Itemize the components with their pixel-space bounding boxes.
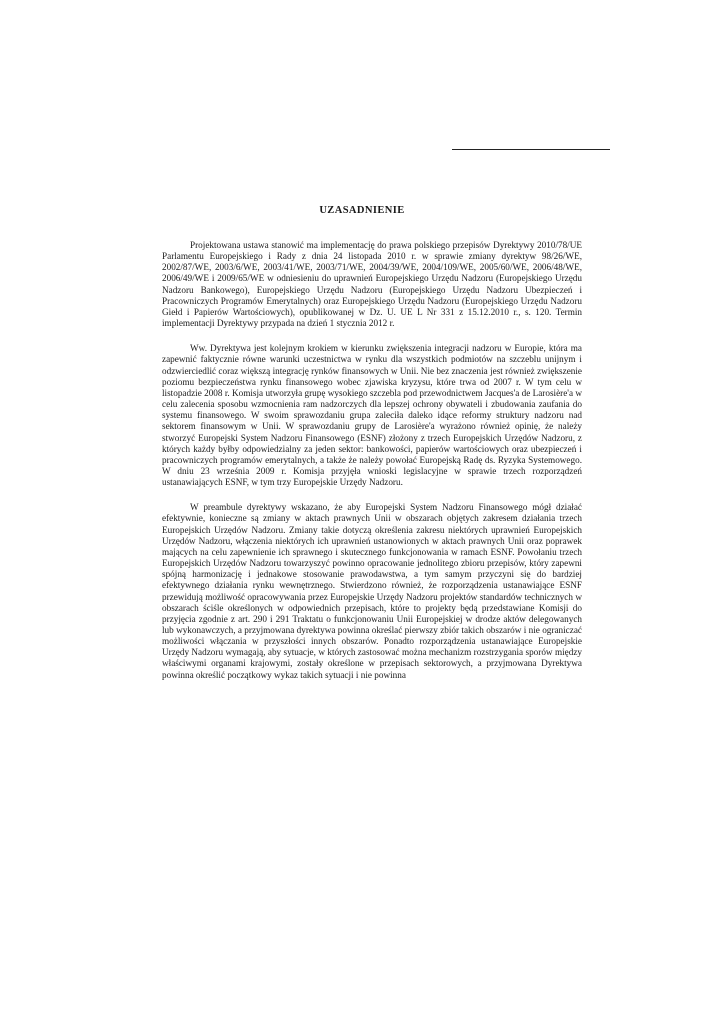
document-body — [162, 240, 582, 695]
paragraph-1: Projektowana ustawa stanowić ma implementację do prawa polskiego przepisów Dyrektywy 2010/78/UE Parlamentu Europejskiego i Rady z dnia 24 listopada 2010 r. w sprawie zmiany dyrektyw 98/26/WE, 2002/87/WE, 2003/6/WE, 2003/41/WE, 2003/71/WE, 2004/39/WE, 2004/109/WE, 2005/60/WE, 2006/48/WE, 2006/49/WE i 2009/65/WE w odniesieniu do uprawnień Europejskiego Urzędu Nadzoru (Europejskiego Urzędu Nadzoru Bankowego), Europejskiego Urzędu Nadzoru (Europejskiego Urzędu Nadzoru Ubezpieczeń i Pracowniczych Programów Emerytalnych) oraz Europejskiego Urzędu Nadzoru (Europejskiego Urzędu Nadzoru Giełd i Papierów Wartościowych), opublikowanej w Dz. U. UE L Nr 331 z 15.12.2010 r., s. 120. Termin implementacji Dyrektywy przypada na dzień 1 stycznia 2012 r. — [162, 240, 582, 329]
document-title: UZASADNIENIE — [319, 205, 405, 216]
paragraph-2: Ww. Dyrektywa jest kolejnym krokiem w kierunku zwiększenia integracji nadzoru w Europie, która ma zapewnić faktycznie równe warunki uczestnictwa w rynku dla wszystkich podmiotów na szczeblu unijnym i odzwierciedlić coraz większą integrację rynków finansowych w Unii. Nie bez znaczenia jest również zwiększenie poziomu bezpieczeństwa rynku finansowego wobec zjawiska kryzysu, które trwa od 2007 r. W tym celu w listopadzie 2008 r. Komisja utworzyła grupę wysokiego szczebla pod przewodnictwem Jacques'a de Larosière'a w celu zalecenia sposobu wzmocnienia ram nadzorczych dla lepszej ochrony obywateli i zbudowania zaufania do systemu finansowego. W swoim sprawozdaniu grupa zaleciła daleko idące reformy struktury nadzoru nad sektorem finansowym w Unii. W sprawozdaniu grupy de Larosière'a wyrażono również opinię, że należy stworzyć Europejski System Nadzoru Finansowego (ESNF) złożony z trzech Europejskich Urzędów Nadzoru, z których każdy byłby odpowiedzialny za jeden sektor: bankowości, papierów wartościowych oraz ubezpieczeń i pracowniczych programów emerytalnych, a także że należy powołać Europejską Radę ds. Ryzyka Systemowego. W dniu 23 września 2009 r. Komisja przyjęła wnioski legislacyjne w sprawie trzech rozporządzeń ustanawiających ESNF, w tym trzy Europejskie Urzędy Nadzoru. — [162, 343, 582, 488]
paragraph-3: W preambule dyrektywy wskazano, że aby Europejski System Nadzoru Finansowego mógł działać efektywnie, konieczne są zmiany w aktach prawnych Unii w obszarach objętych zakresem działania trzech Europejskich Urzędów Nadzoru. Zmiany takie dotyczą określenia zakresu niektórych uprawnień Europejskich Urzędów Nadzoru, włączenia niektórych ich uprawnień ustanowionych w aktach prawnych Unii oraz poprawek mających na celu zapewnienie ich sprawnego i skutecznego funkcjonowania w ramach ESNF. Powołaniu trzech Europejskich Urzędów Nadzoru towarzyszyć powinno opracowanie jednolitego zbioru przepisów, który zapewni spójną harmonizację i jednakowe stosowanie prawodawstwa, a tym samym przyczyni się do bardziej efektywnego działania rynku wewnętrznego. Stwierdzono również, że rozporządzenia ustanawiające ESNF przewidują możliwość opracowywania przez Europejskie Urzędy Nadzoru projektów standardów technicznych w obszarach ściśle określonych w odpowiednich przepisach, które to projekty będą przedstawiane Komisji do przyjęcia zgodnie z art. 290 i 291 Traktatu o funkcjonowaniu Unii Europejskiej w drodze aktów delegowanych lub wykonawczych, a przyjmowana dyrektywa powinna określać pierwszy zbiór takich obszarów i nie ograniczać możliwości włączania w przyszłości innych obszarów. Ponadto rozporządzenia ustanawiające Europejskie Urzędy Nadzoru wymagają, aby sytuacje, w których zastosować można mechanizm rozstrzygania sporów między właściwymi organami krajowymi, zostały określone w przepisach sektorowych, a przyjmowana Dyrektywa powinna określić początkowy wykaz takich sytuacji i nie powinna — [162, 502, 582, 680]
header-rule — [452, 149, 610, 150]
